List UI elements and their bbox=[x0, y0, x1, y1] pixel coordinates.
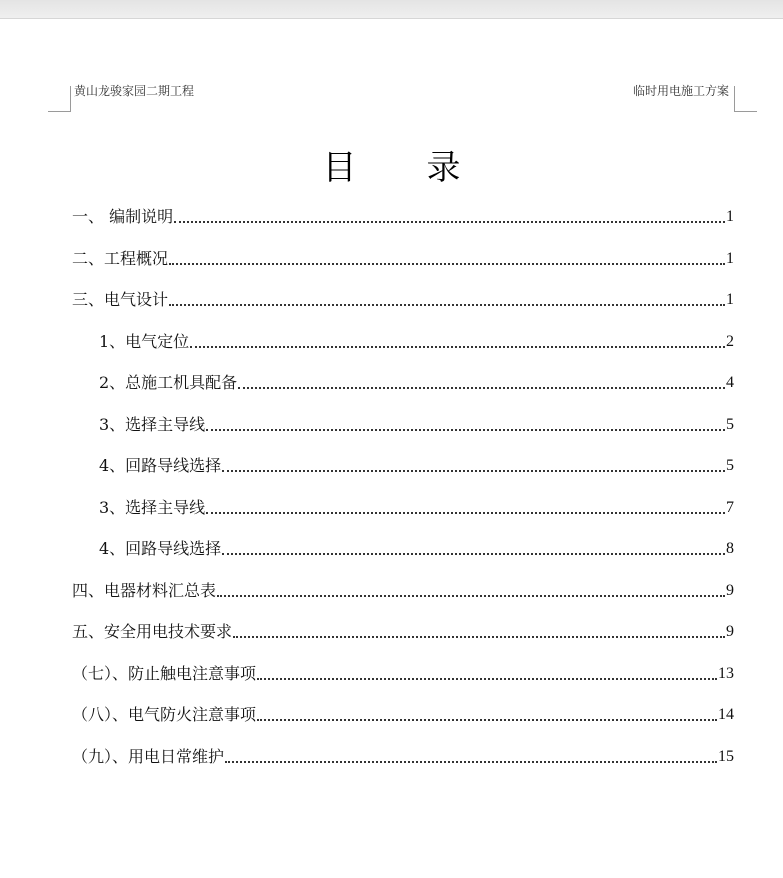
toc-entry[interactable] bbox=[72, 696, 734, 726]
toc-entry[interactable] bbox=[99, 364, 734, 394]
toc-entry-label: 1、电气定位 bbox=[99, 331, 190, 351]
toc-entry-label: 四、电器材料汇总表 bbox=[72, 580, 217, 600]
toc-entry-label: 3、选择主导线 bbox=[99, 414, 206, 434]
toc-entry-leader bbox=[169, 304, 725, 306]
toc-entry-page: 1 bbox=[726, 291, 734, 308]
toc-entry-label: 3、选择主导线 bbox=[99, 497, 206, 517]
toc-entry[interactable] bbox=[72, 240, 734, 270]
toc-entry-label: （七）、防止触电注意事项 bbox=[72, 663, 257, 683]
toc-entry[interactable] bbox=[99, 530, 734, 560]
toc-entry-label: （八）、电气防火注意事项 bbox=[72, 705, 257, 724]
page-header-left: 黄山龙骏家园二期工程 bbox=[74, 84, 195, 98]
toc-entry[interactable] bbox=[72, 281, 734, 311]
toc-entry-label: 一、 编制说明 bbox=[72, 207, 174, 226]
toc-entry-page: 2 bbox=[726, 332, 734, 350]
toc-entry-label: 三、电气设计 bbox=[72, 290, 169, 309]
crop-mark-top-left bbox=[48, 86, 71, 112]
toc-entry[interactable] bbox=[99, 489, 734, 519]
toc-entry-page: 7 bbox=[726, 498, 734, 516]
toc-entry[interactable] bbox=[99, 447, 734, 477]
toc-entry-leader bbox=[238, 387, 725, 389]
toc-entry-leader bbox=[222, 553, 725, 555]
toc-entry-page: 5 bbox=[726, 457, 734, 474]
toc-entry-page: 4 bbox=[726, 374, 734, 391]
toc-entry-page: 9 bbox=[726, 581, 734, 599]
toc-entry-page: 1 bbox=[726, 208, 734, 225]
toc-entry-leader bbox=[225, 761, 717, 763]
toc-entry-page: 9 bbox=[726, 623, 734, 640]
window-top-band bbox=[0, 0, 783, 19]
toc-entry-page: 5 bbox=[726, 415, 734, 433]
toc-entry-label: 五、安全用电技术要求 bbox=[72, 622, 233, 641]
toc-title-first-char: 目 bbox=[322, 148, 357, 188]
toc-entry-page: 13 bbox=[718, 664, 734, 682]
toc-entry-leader bbox=[217, 595, 725, 597]
crop-mark-top-right bbox=[734, 86, 757, 112]
toc-entry-leader bbox=[257, 678, 717, 680]
toc-entry-leader bbox=[222, 470, 725, 472]
toc-entry-leader bbox=[206, 512, 725, 514]
toc-entry[interactable] bbox=[72, 198, 734, 228]
toc-entry-leader bbox=[233, 636, 725, 638]
toc-entry-leader bbox=[174, 221, 725, 223]
toc-entry-label: 4、回路导线选择 bbox=[99, 456, 222, 475]
toc-entry[interactable] bbox=[72, 738, 734, 768]
toc-entry-label: 2、总施工机具配备 bbox=[99, 373, 238, 392]
toc-entry[interactable] bbox=[99, 406, 734, 436]
toc-entry-label: （九）、用电日常维护 bbox=[72, 746, 225, 766]
toc-entry-leader bbox=[257, 719, 717, 721]
toc-entry[interactable] bbox=[72, 613, 734, 643]
toc-entry-page: 1 bbox=[726, 249, 734, 267]
toc-entry-leader bbox=[169, 263, 725, 265]
toc-entry-leader bbox=[190, 346, 725, 348]
toc-entry[interactable] bbox=[72, 655, 734, 685]
toc-title-second-char: 录 bbox=[426, 148, 461, 188]
toc-entry-label: 4、回路导线选择 bbox=[99, 539, 222, 558]
toc-entry-page: 15 bbox=[718, 747, 734, 765]
toc-entry-page: 14 bbox=[718, 706, 734, 723]
toc-entry-label: 二、工程概况 bbox=[72, 248, 169, 268]
toc-entry-leader bbox=[206, 429, 725, 431]
toc-title bbox=[0, 146, 783, 190]
page-header-right: 临时用电施工方案 bbox=[632, 84, 729, 98]
toc-entry-page: 8 bbox=[726, 540, 734, 557]
toc-entry[interactable] bbox=[72, 572, 734, 602]
toc-entry[interactable] bbox=[99, 323, 734, 353]
